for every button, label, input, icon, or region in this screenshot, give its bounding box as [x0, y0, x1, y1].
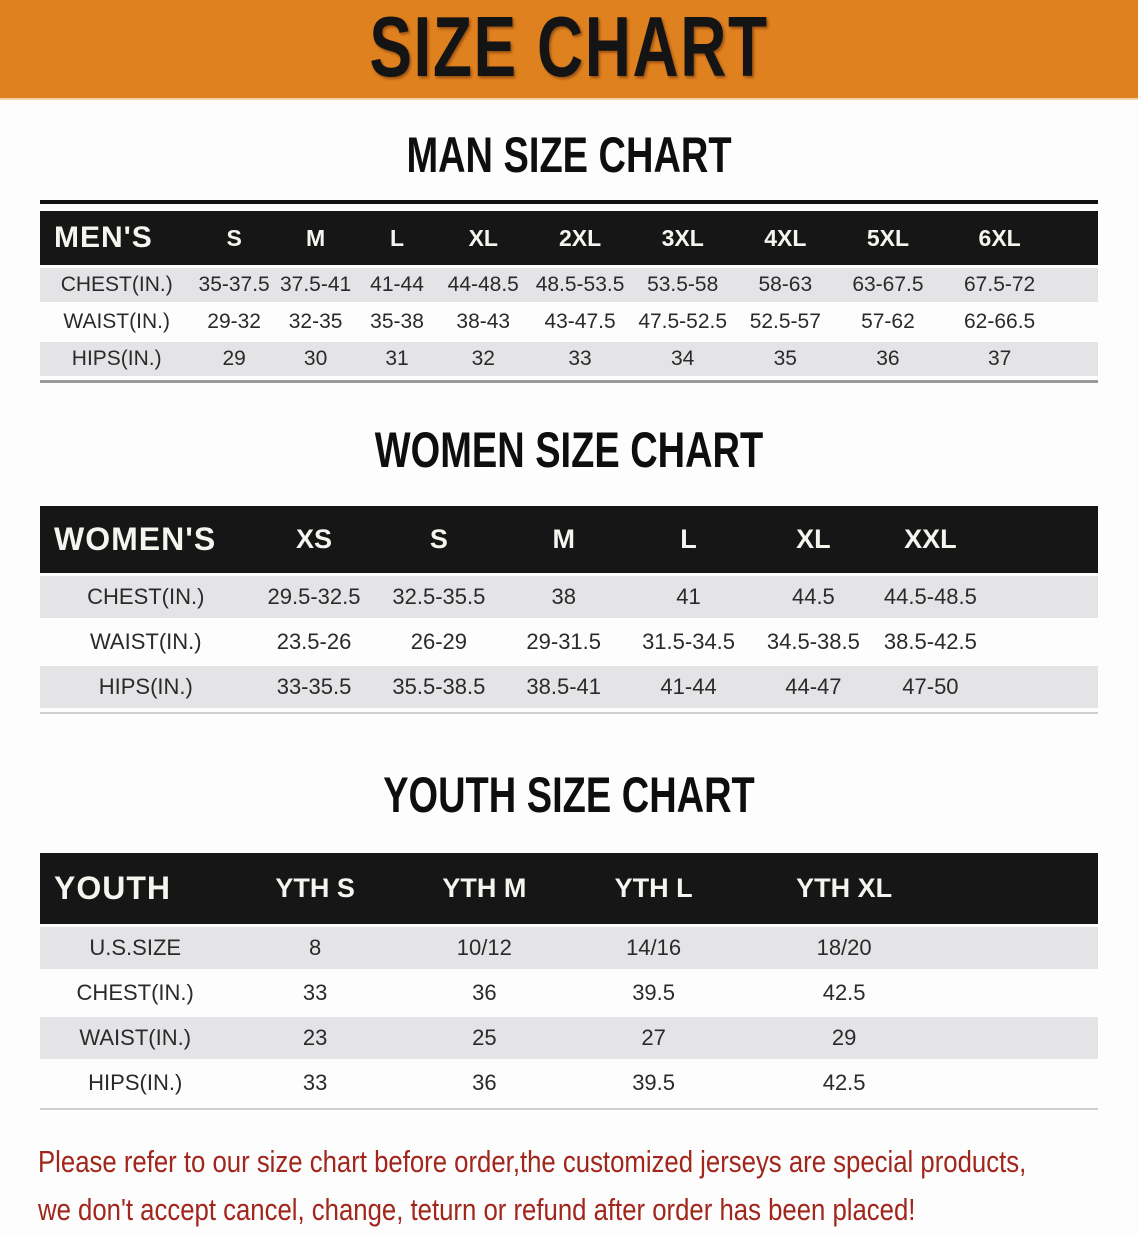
row-label: WAIST(IN.)	[40, 621, 252, 663]
header-row	[40, 853, 1098, 924]
women-table-bottom-rule	[40, 712, 1098, 714]
size-cell: 25	[400, 1017, 569, 1059]
size-cell: 39.5	[569, 972, 738, 1014]
men-table-wrap	[40, 200, 1098, 383]
size-cell: 27	[569, 1017, 738, 1059]
column-header: S	[376, 506, 501, 573]
size-cell: 58-63	[734, 268, 837, 302]
size-cell: 31	[356, 342, 437, 376]
table-label: WOMEN'S	[40, 506, 252, 573]
size-chart-banner	[0, 0, 1138, 100]
table-row	[40, 305, 1098, 339]
size-cell: 34.5-38.5	[751, 621, 876, 663]
table-row	[40, 972, 1098, 1014]
size-cell: 43-47.5	[529, 305, 632, 339]
size-cell: 31.5-34.5	[626, 621, 751, 663]
row-label: CHEST(IN.)	[40, 268, 193, 302]
men-table-top-rule	[40, 200, 1098, 204]
size-cell: 14/16	[569, 927, 738, 969]
size-cell: 30	[275, 342, 356, 376]
youth-section-heading: YOUTH SIZE CHART	[383, 767, 755, 823]
column-header: L	[356, 211, 437, 265]
size-cell: 41-44	[626, 666, 751, 708]
size-cell: 33-35.5	[252, 666, 377, 708]
size-cell: 38.5-42.5	[876, 621, 1098, 663]
youth-table-wrap	[40, 850, 1098, 1110]
size-cell: 57-62	[837, 305, 940, 339]
disclaimer-line-2: we don't accept cancel, change, teturn or refund after order has been placed!	[38, 1192, 916, 1227]
disclaimer	[38, 1138, 1138, 1234]
size-cell: 47.5-52.5	[631, 305, 734, 339]
men-section	[0, 126, 1138, 383]
column-header: 6XL	[939, 211, 1098, 265]
column-header: XL	[751, 506, 876, 573]
table-label: YOUTH	[40, 853, 230, 924]
size-cell: 33	[230, 1062, 399, 1104]
table-row	[40, 621, 1098, 663]
column-header: 4XL	[734, 211, 837, 265]
size-cell: 44.5-48.5	[876, 576, 1098, 618]
youth-section	[0, 766, 1138, 1110]
size-cell: 35.5-38.5	[376, 666, 501, 708]
column-header: L	[626, 506, 751, 573]
size-cell: 48.5-53.5	[529, 268, 632, 302]
size-cell: 39.5	[569, 1062, 738, 1104]
women-size-table	[40, 503, 1098, 711]
size-cell: 18/20	[738, 927, 1098, 969]
size-cell: 41-44	[356, 268, 437, 302]
table-row	[40, 576, 1098, 618]
column-header: XXL	[876, 506, 1098, 573]
column-header: YTH L	[569, 853, 738, 924]
women-section-heading: WOMEN SIZE CHART	[374, 422, 764, 478]
column-header: YTH XL	[738, 853, 1098, 924]
size-cell: 29-32	[193, 305, 274, 339]
column-header: S	[193, 211, 274, 265]
table-label: MEN'S	[40, 211, 193, 265]
size-cell: 38	[501, 576, 626, 618]
women-table-wrap	[40, 503, 1098, 714]
table-row	[40, 342, 1098, 376]
size-cell: 34	[631, 342, 734, 376]
size-cell: 38.5-41	[501, 666, 626, 708]
column-header: 5XL	[837, 211, 940, 265]
men-size-table	[40, 208, 1098, 379]
size-cell: 26-29	[376, 621, 501, 663]
size-cell: 42.5	[738, 1062, 1098, 1104]
column-header: XL	[438, 211, 529, 265]
row-label: CHEST(IN.)	[40, 972, 230, 1014]
men-section-heading: MAN SIZE CHART	[406, 127, 732, 183]
table-row	[40, 268, 1098, 302]
size-cell: 23	[230, 1017, 399, 1059]
table-row	[40, 1062, 1098, 1104]
size-cell: 35-38	[356, 305, 437, 339]
women-section	[0, 421, 1138, 714]
size-cell: 41	[626, 576, 751, 618]
row-label: U.S.SIZE	[40, 927, 230, 969]
size-cell: 29	[738, 1017, 1098, 1059]
header-row	[40, 211, 1098, 265]
size-cell: 44.5	[751, 576, 876, 618]
column-header: YTH S	[230, 853, 399, 924]
size-cell: 32-35	[275, 305, 356, 339]
size-cell: 67.5-72	[939, 268, 1098, 302]
size-cell: 29-31.5	[501, 621, 626, 663]
column-header: 3XL	[631, 211, 734, 265]
table-row	[40, 666, 1098, 708]
size-cell: 10/12	[400, 927, 569, 969]
size-cell: 53.5-58	[631, 268, 734, 302]
youth-size-table	[40, 850, 1098, 1107]
size-cell: 35-37.5	[193, 268, 274, 302]
header-row	[40, 506, 1098, 573]
row-label: HIPS(IN.)	[40, 1062, 230, 1104]
column-header: YTH M	[400, 853, 569, 924]
size-cell: 37.5-41	[275, 268, 356, 302]
size-cell: 35	[734, 342, 837, 376]
row-label: CHEST(IN.)	[40, 576, 252, 618]
size-cell: 63-67.5	[837, 268, 940, 302]
size-cell: 32	[438, 342, 529, 376]
size-cell: 52.5-57	[734, 305, 837, 339]
size-cell: 36	[837, 342, 940, 376]
youth-table-bottom-rule	[40, 1108, 1098, 1110]
size-cell: 44-47	[751, 666, 876, 708]
size-cell: 42.5	[738, 972, 1098, 1014]
size-cell: 29	[193, 342, 274, 376]
size-cell: 33	[529, 342, 632, 376]
column-header: M	[275, 211, 356, 265]
size-cell: 62-66.5	[939, 305, 1098, 339]
table-row	[40, 1017, 1098, 1059]
row-label: HIPS(IN.)	[40, 342, 193, 376]
column-header: XS	[252, 506, 377, 573]
table-row	[40, 927, 1098, 969]
size-cell: 29.5-32.5	[252, 576, 377, 618]
banner-title: SIZE CHART	[369, 0, 769, 95]
size-cell: 32.5-35.5	[376, 576, 501, 618]
size-cell: 36	[400, 1062, 569, 1104]
size-cell: 38-43	[438, 305, 529, 339]
size-cell: 36	[400, 972, 569, 1014]
row-label: HIPS(IN.)	[40, 666, 252, 708]
row-label: WAIST(IN.)	[40, 305, 193, 339]
size-cell: 37	[939, 342, 1098, 376]
disclaimer-line-1: Please refer to our size chart before order,the customized jerseys are special products,	[38, 1144, 1027, 1179]
size-cell: 8	[230, 927, 399, 969]
column-header: M	[501, 506, 626, 573]
size-cell: 44-48.5	[438, 268, 529, 302]
row-label: WAIST(IN.)	[40, 1017, 230, 1059]
size-cell: 33	[230, 972, 399, 1014]
column-header: 2XL	[529, 211, 632, 265]
size-cell: 47-50	[876, 666, 1098, 708]
size-cell: 23.5-26	[252, 621, 377, 663]
men-table-bottom-rule	[40, 380, 1098, 383]
